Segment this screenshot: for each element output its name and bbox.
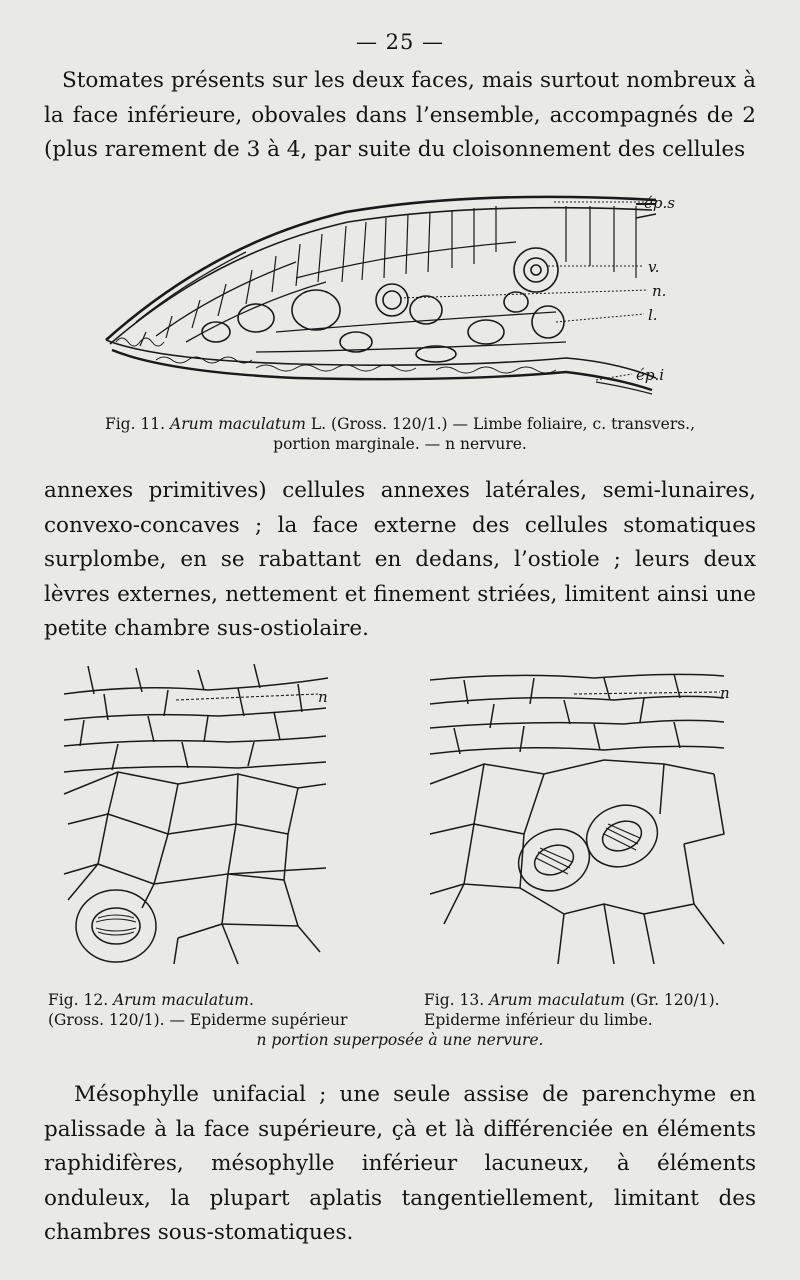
fig11-species: Arum maculatum [170, 415, 306, 433]
paragraph-stomates: Stomates présents sur les deux faces, mais surtout nombreux à la face inférieure, obovales dans l’ensemble, accompagnés de 2 (plus rarement de 3 à 4, par suite du cloisonnement des cellules [44, 68, 756, 162]
label-v: v. [648, 258, 660, 276]
figure-12-caption [48, 990, 378, 1030]
label-n: n. [652, 282, 667, 300]
figure-13-lower-epidermis [424, 664, 754, 984]
figure-11-leaf-cross-section [96, 182, 716, 404]
fig13-species: Arum maculatum [489, 991, 625, 1009]
figure-12-upper-epidermis [58, 664, 358, 984]
fig12-line2: (Gross. 120/1). — Epiderme supérieur [48, 1011, 348, 1029]
figure-13-drawing [424, 664, 754, 984]
shared-caption-text: n portion superposée à une nervure. [256, 1031, 544, 1049]
label-l: l. [648, 306, 658, 324]
figure-11-caption [60, 414, 740, 454]
paragraph-mesophylle: Mésophylle unifacial ; une seule assise de parenchyme en palissade à la face supérieure, çà et là différenciée en éléments raphidifères, mésophylle inférieur lacuneux, à éléments onduleux, la plupart aplatis tangentiellement, limitant des chambres sous-stomatiques. [44, 1082, 756, 1245]
fig13-rest: (Gr. 120/1). [629, 991, 720, 1009]
fig13-line2: Epiderme inférieur du limbe. [424, 1011, 653, 1029]
shared-caption [0, 1030, 800, 1050]
fig13-label-n: n [720, 684, 730, 702]
figure-12-drawing [58, 664, 358, 984]
fig12-label-n: n [318, 688, 328, 706]
label-eps: ép.s [644, 194, 675, 212]
label-epi: ép.i [636, 366, 665, 384]
paragraph-annexes: annexes primitives) cellules annexes latérales, semi-lunaires, convexo-concaves ; la face externe des cellules stomatiques surplombe, en se rabattant en dedans, l’ostiole ; leurs deux lèvres externes, nettement et finement striées, limitent ainsi une petite chambre sus-ostiolaire. [44, 478, 756, 641]
fig11-rest: L. (Gross. 120/1.) — Limbe foliaire, c. transvers., [310, 415, 696, 433]
fig12-number: Fig. 12. [48, 991, 109, 1009]
page-number: — 25 — [355, 30, 445, 54]
fig11-line2: portion marginale. — n nervure. [273, 435, 527, 453]
figure-13-caption [424, 990, 764, 1030]
fig12-species: Arum maculatum. [113, 991, 254, 1009]
fig11-number: Fig. 11. [104, 415, 166, 433]
figure-11-drawing [96, 182, 716, 404]
fig13-number: Fig. 13. [424, 991, 485, 1009]
